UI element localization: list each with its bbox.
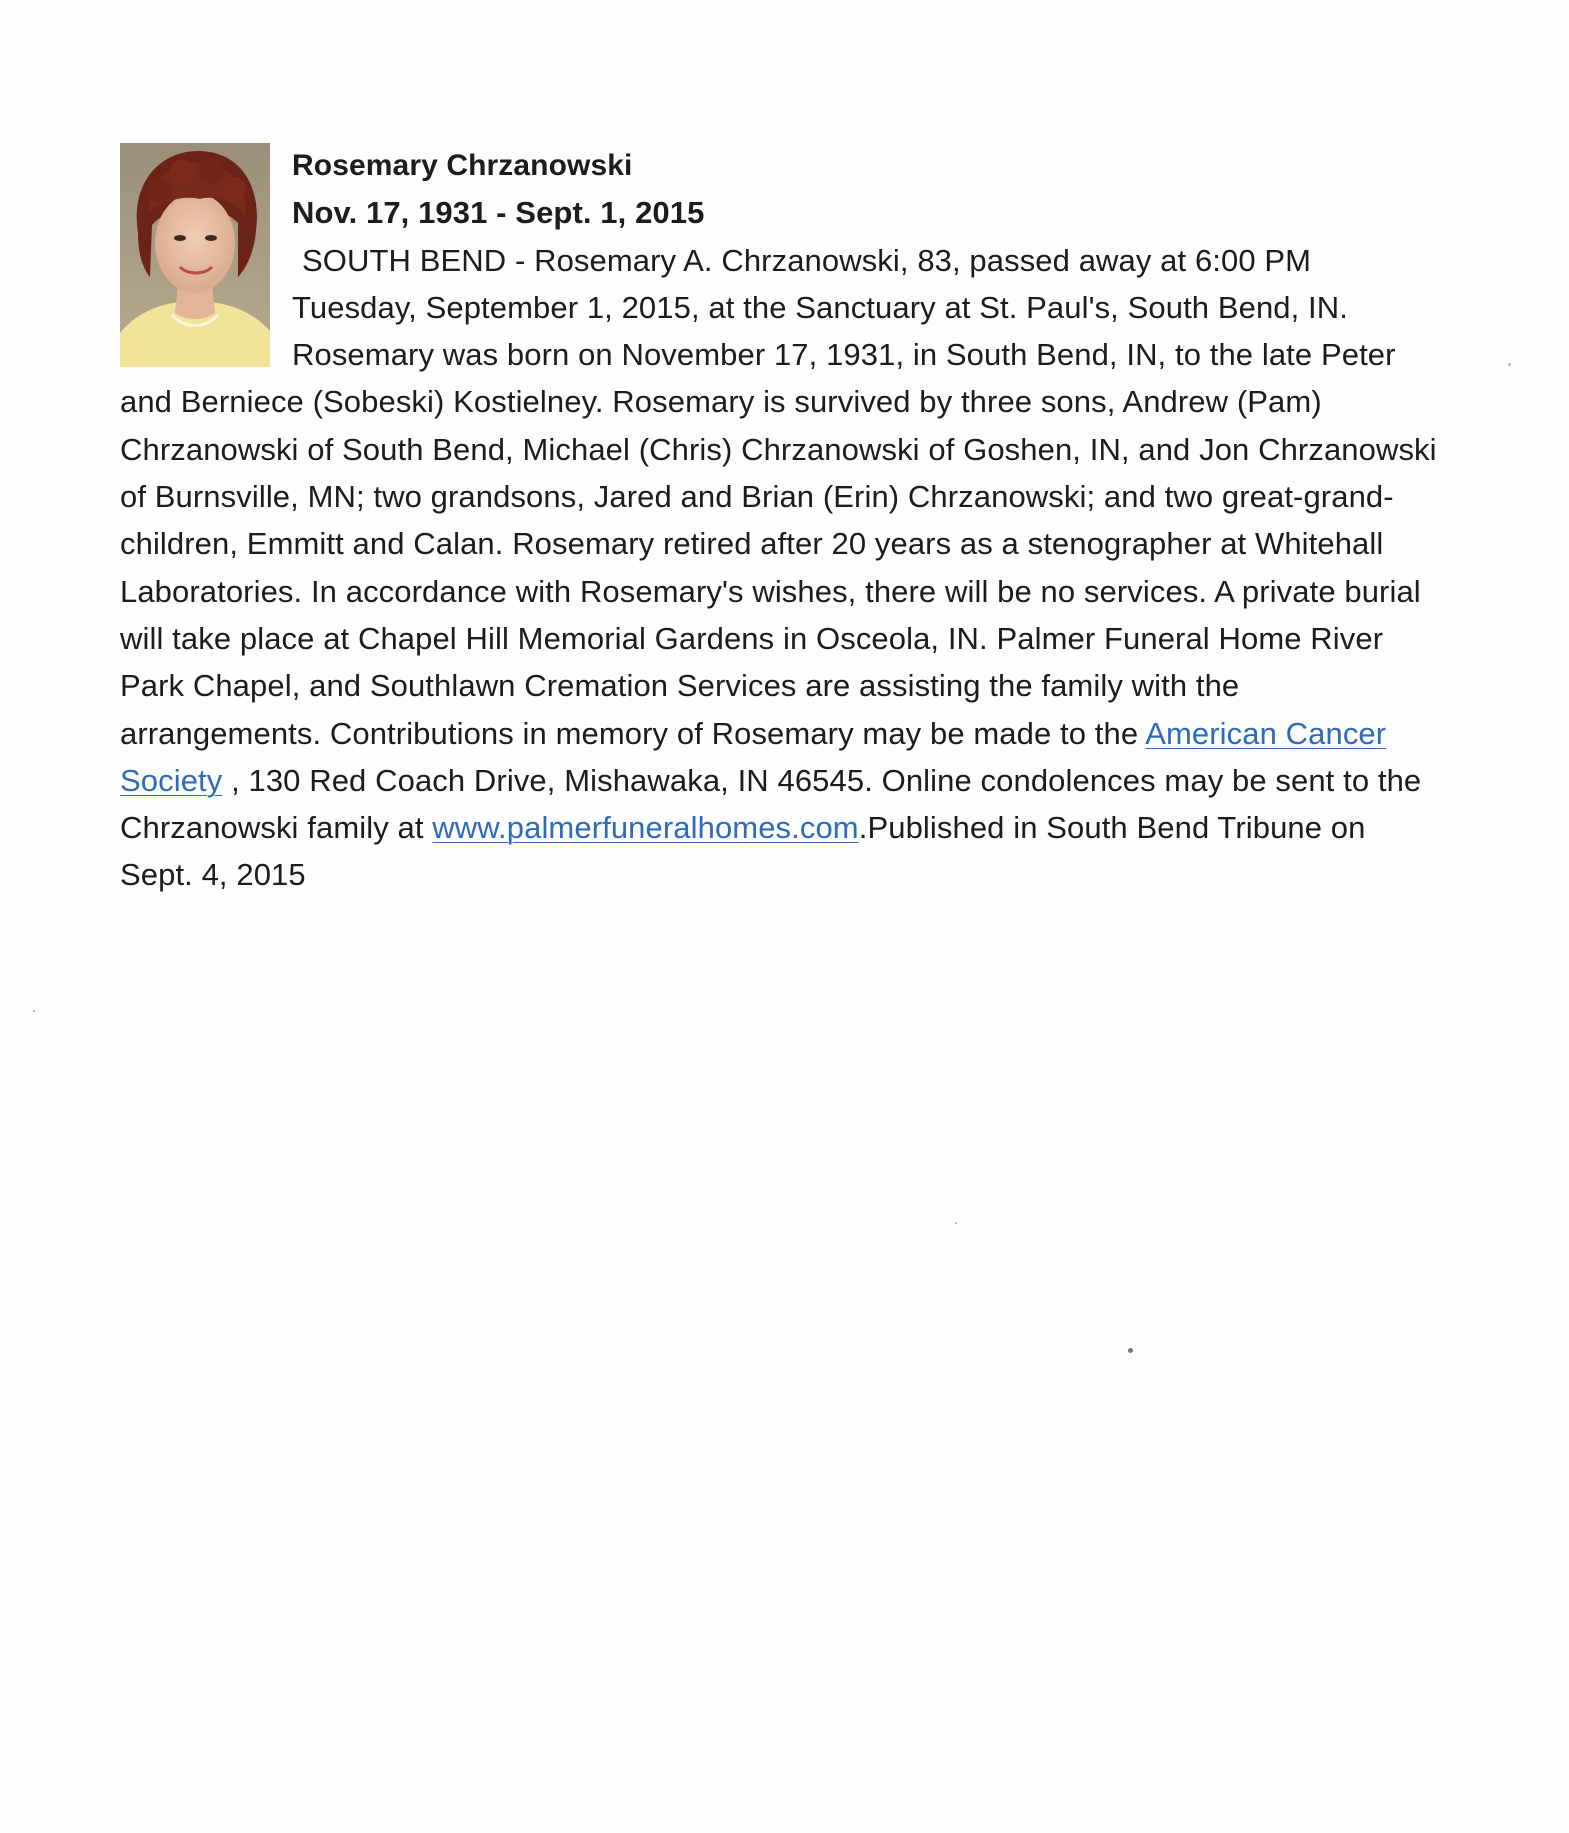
portrait-photo-icon bbox=[120, 143, 270, 367]
portrait-photo bbox=[120, 143, 270, 367]
obituary-article bbox=[120, 142, 1440, 899]
scan-speck bbox=[1508, 363, 1511, 366]
obituary-body bbox=[120, 237, 1440, 899]
scan-speck bbox=[955, 1222, 957, 1224]
life-dates: Nov. 17, 1931 - Sept. 1, 2015 bbox=[292, 195, 705, 231]
scan-speck bbox=[33, 1010, 35, 1012]
american-cancer-society-link[interactable]: American Cancer Society bbox=[120, 715, 1387, 798]
palmer-funeral-homes-link[interactable]: www.palmerfuneralhomes.com bbox=[432, 810, 859, 846]
publication-note: .Published in South Bend Tribune on Sept. 4, 2015 bbox=[120, 810, 1366, 893]
deceased-name: Rosemary Chrzanowski bbox=[292, 149, 633, 182]
obituary-body-text-2: , 130 Red Coach Drive, Mishawaka, IN 46545. Online condolences may be sent to the Chrzanowski family at bbox=[120, 762, 1422, 846]
obituary-body-text: SOUTH BEND - Rosemary A. Chrzanowski, 83, passed away at 6:00 PM Tuesday, September 1, 2015, at the Sanctuary at St. Paul's, South Bend, IN. Rosemary was born on November 17, 1931, in South Bend, IN, to the late Peter and Berniece (Sobeski) Kostielney. Rosemary is survived by three sons, Andrew (Pam) Chrzanowski of South Bend, Michael (Chris) Chrzanowski of Goshen, IN, and Jon Chrzanowski of Burnsville, MN; two grandsons, Jared and Brian (Erin) Chrzanowski; and two great-grand-children, Emmitt and Calan. Rosemary retired after 20 years as a stenographer at Whitehall Laboratories. In accordance with Rosemary's wishes, there will be no services. A private burial will take place at Chapel Hill Memorial Gardens in Osceola, IN. Palmer Funeral Home River Park Chapel, and Southlawn Cremation Services are assisting the family with the arrangements. Contributions in memory of Rosemary may be made to the bbox=[120, 242, 1437, 751]
scan-speck bbox=[1128, 1348, 1133, 1353]
